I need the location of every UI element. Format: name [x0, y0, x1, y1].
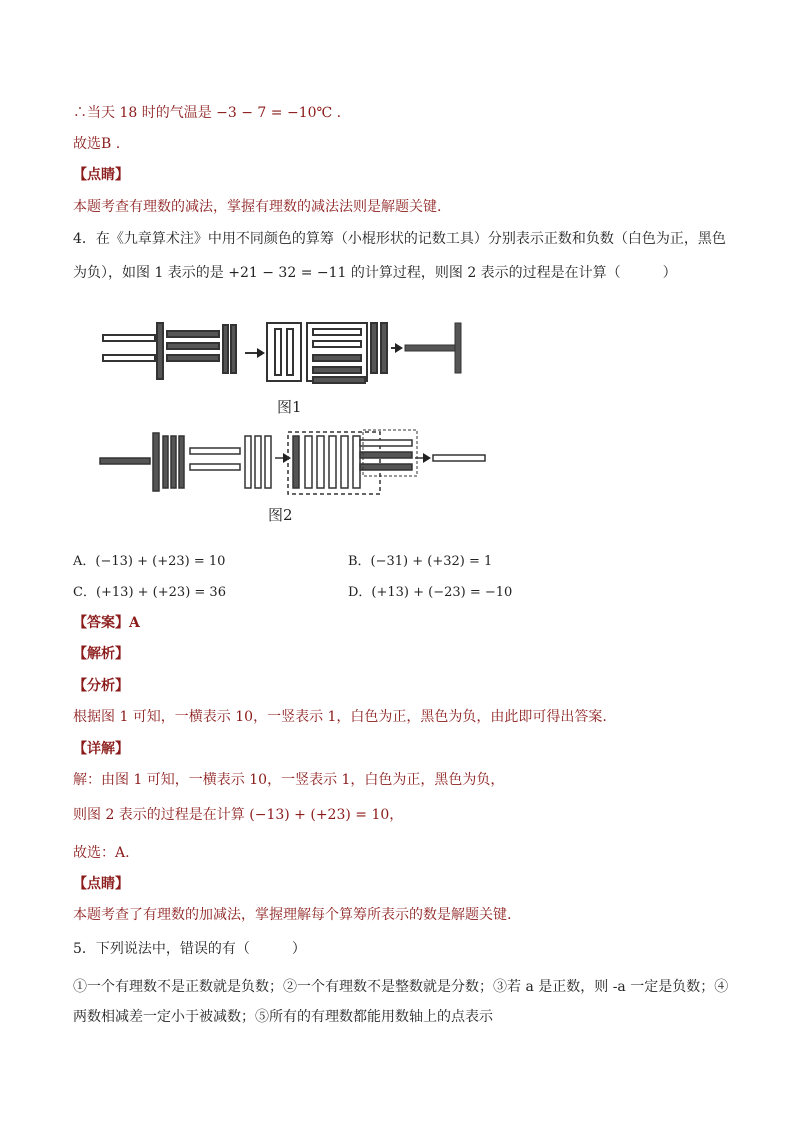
- question-5-line-2: 两数相减差一定小于被减数；⑤所有的有理数都能用数轴上的点表示: [73, 1009, 493, 1025]
- text-line: ∴当天 18 时的气温是 −3 − 7 = −10℃ .: [73, 105, 342, 121]
- question-5-line-1: ①一个有理数不是正数就是负数；②一个有理数不是整数就是分数；③若 a 是正数，则 -a 一定是负数；④: [73, 979, 729, 995]
- text-line: 本题考查有理数的减法，掌握有理数的减法法则是解题关键.: [73, 199, 442, 215]
- section-header-dianjing-2: 【点睛】: [73, 876, 129, 892]
- detail-line-2: 则图 2 表示的过程是在计算 (−13) + (+23) = 10，: [73, 807, 404, 823]
- option-c: C．(+13) + (+23) = 36: [73, 585, 226, 600]
- section-header-dianjing: 【点睛】: [73, 167, 129, 183]
- option-d: D．(+13) + (−23) = −10: [348, 585, 513, 600]
- answer-label: 【答案】A: [73, 615, 140, 631]
- section-header-fenxi: 【分析】: [73, 678, 129, 694]
- comment-text: 本题考查了有理数的加减法，掌握理解每个算筹所表示的数是解题关键.: [73, 907, 512, 923]
- detail-line-1: 解：由图 1 可知，一横表示 10，一竖表示 1，白色为正，黑色为负，: [73, 772, 505, 788]
- question-5-title: 5．下列说法中，错误的有（ ）: [73, 941, 306, 957]
- figure-2-caption: 图2: [268, 506, 293, 524]
- detail-line-3: 故选：A.: [73, 845, 130, 861]
- text-line: 故选B .: [73, 136, 121, 152]
- section-header-jiexi: 【解析】: [73, 646, 129, 662]
- figure-1-caption: 图1: [277, 398, 302, 416]
- figure-2: [95, 428, 495, 503]
- question-4-line-1: 4．在《九章算术注》中用不同颜色的算筹（小棍形状的记数工具）分别表示正数和负数（白色为正，黑色: [73, 231, 726, 247]
- question-4-line-2: 为负），如图 1 表示的是 +21 − 32 = −11 的计算过程，则图 2 表示的过程是在计算（ ）: [73, 265, 677, 281]
- section-header-xiangjie: 【详解】: [73, 741, 129, 757]
- option-b: B．(−31) + (+32) = 1: [348, 554, 493, 569]
- analysis-text: 根据图 1 可知，一横表示 10，一竖表示 1，白色为正，黑色为负，由此即可得出答案.: [73, 709, 607, 725]
- option-a: A．(−13) + (+23) = 10: [73, 554, 226, 569]
